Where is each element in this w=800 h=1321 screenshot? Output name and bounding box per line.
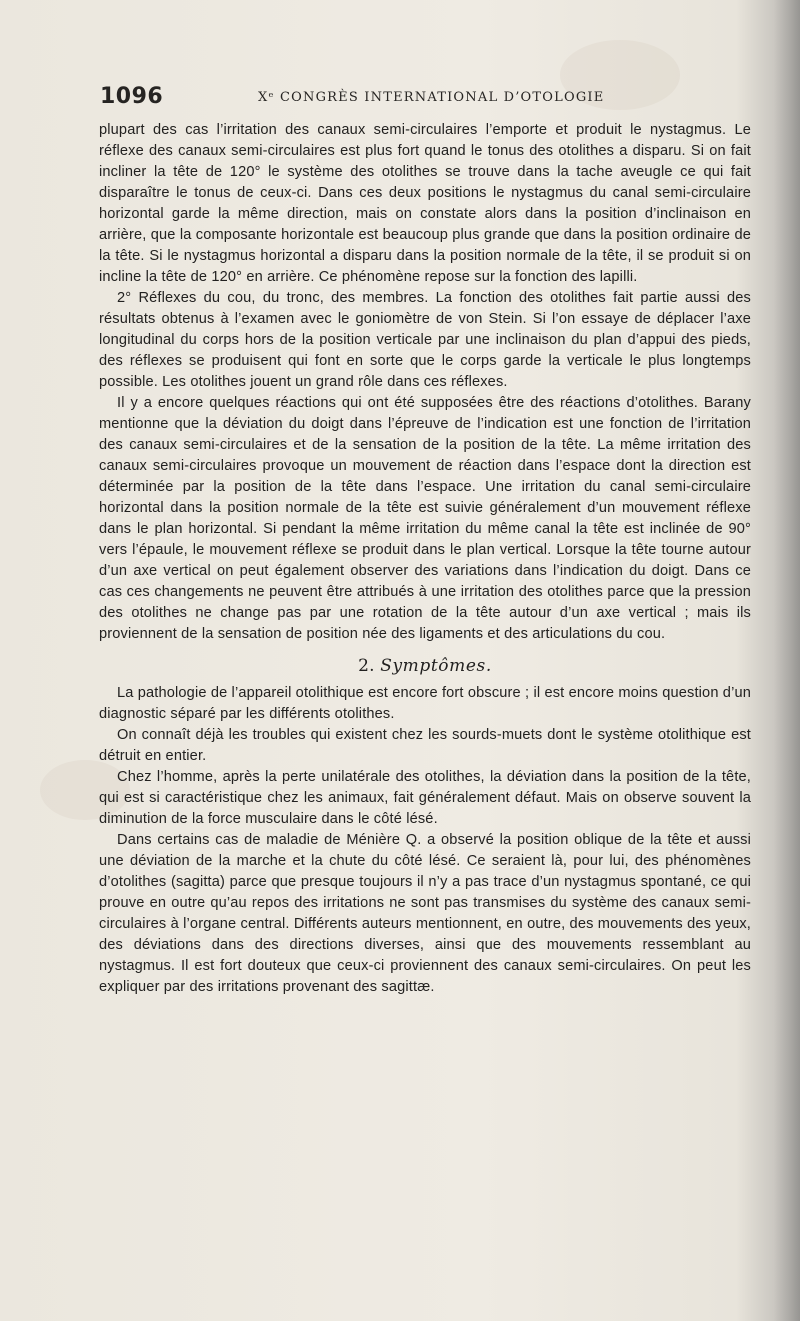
page-number: 1096 [100, 84, 164, 109]
paragraph: Dans certains cas de maladie de Ménière Q. a observé la position oblique de la tête et aussi une déviation de la marche et la chute du côté lésé. Ce seraient là, pour lui, des phénomènes d’otolithes (sagitta) parce que presque toujours il n’y a pas trace d’un nystagmus spontané, ce qui prouve en outre qu’au repos des irritations ne sont pas transmises du système des canaux semi-circulaires à l’organe central. Différents auteurs mentionnent, en outre, des mouvements des yeux, des déviations dans des directions diverses, ainsi que des mouvements ressemblant au nystagmus. Il est fort douteux que ceux-ci proviennent des canaux semi-circulaires. On peut les expliquer par des irritations provenant des sagittæ. [99, 832, 751, 995]
running-title: Xᵉ CONGRÈS INTERNATIONAL D’OTOLOGIE [258, 90, 605, 105]
binding-shadow [774, 0, 800, 1321]
paragraph: Chez l’homme, après la perte unilatérale des otolithes, la déviation dans la position de la tête, qui est si caractéristique chez les animaux, fait généralement défaut. Mais on observe souvent la diminution de la force musculaire dans le côté lésé. [99, 769, 751, 827]
paragraph: Il y a encore quelques réactions qui ont été supposées être des réactions d’otolithes. Barany mentionne que la déviation du doigt dans l’épreuve de l’indication est une fonction de l’irritation des canaux semi-circulaires et de la sensation de la position de la tête. La même irritation des canaux semi-circulaires provoque un mouvement de réaction dans l’espace dont la direction est déterminée par la position de la tête dans l’espace. Une irritation du canal semi-circulaire horizontal dans la position normale de la tête est suivie généralement d’un mouvement réflexe dans le plan horizontal. Si pendant la même irritation du même canal la tête est inclinée de 90° vers l’épaule, le mouvement réflexe se produit dans le plan vertical. Lorsque la tête tourne autour d’un axe vertical on peut également observer des variations dans l’indication du doigt. Dans ce cas ces changements ne peuvent être attribués à une irritation des otolithes parce que la pression des otolithes ne change pas par une rotation de la tête autour d’un axe vertical ; mais ils proviennent de la sensation de position née des ligaments et des articulations du cou. [99, 395, 751, 642]
paragraph: La pathologie de l’appareil otolithique est encore fort obscure ; il est encore moins question d’un diagnostic séparé par les différents otolithes. [99, 685, 751, 722]
section-heading [99, 655, 751, 677]
paragraph: plupart des cas l’irritation des canaux semi-circulaires l’emporte et produit le nystagmus. Le réflexe des canaux semi-circulaires est plus fort quand le tonus des otolithes a disparu. Si on fait incliner la tête de 120° le système des otolithes se trouve dans la tache aveugle ce qui fait disparaître le tonus de ceux-ci. Dans ces deux positions le nystagmus du canal semi-circulaire horizontal garde la même direction, mais on constate alors dans la position d’inclinaison en arrière, que la composante horizontale est beaucoup plus grande que dans la position ordinaire de la tête. Si le nystagmus horizontal a disparu dans la position normale de la tête, il se produit si on incline la tête de 120° en arrière. Ce phénomène repose sur la fonction des lapilli. [99, 122, 751, 285]
section-title: Symptômes. [380, 656, 492, 676]
paragraph: On connaît déjà les troubles qui existent chez les sourds-muets dont le système otolithique est détruit en entier. [99, 727, 751, 764]
page-header [100, 84, 750, 116]
section-number: 2. [358, 656, 375, 676]
paragraph: 2° Réflexes du cou, du tronc, des membres. La fonction des otolithes fait partie aussi des résultats obtenus à l’examen avec le goniomètre de von Stein. Si l’on essaye de déplacer l’axe longitudinal du corps hors de la position verticale par une inclinaison du plan d’appui des pieds, des réflexes se produisent qui font en sorte que le corps garde la verticale le plus longtemps possible. Les otolithes jouent un grand rôle dans ces réflexes. [99, 290, 751, 390]
body-text [99, 120, 751, 998]
